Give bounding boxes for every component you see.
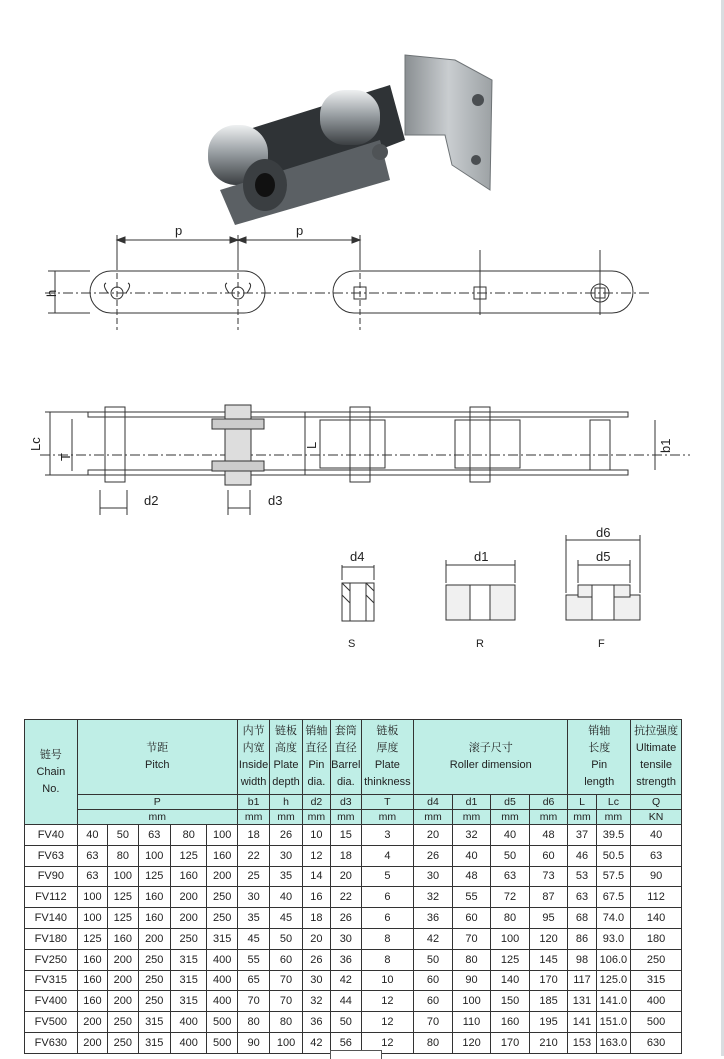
top-view bbox=[40, 405, 690, 515]
table-cell: 42 bbox=[331, 970, 361, 991]
table-cell: 63 bbox=[77, 845, 107, 866]
table-cell: 86 bbox=[568, 928, 596, 949]
label-d3: d3 bbox=[268, 493, 283, 508]
table-cell: 160 bbox=[491, 1012, 530, 1033]
table-cell: 30 bbox=[331, 928, 361, 949]
table-cell: 90 bbox=[452, 970, 491, 991]
table-cell: 106.0 bbox=[596, 949, 630, 970]
table-cell: 400 bbox=[170, 1012, 206, 1033]
symbol-cell: L bbox=[568, 795, 596, 810]
table-cell: 315 bbox=[138, 1012, 170, 1033]
table-cell: 70 bbox=[237, 991, 269, 1012]
table-cell: 160 bbox=[138, 887, 170, 908]
table-cell: 60 bbox=[452, 908, 491, 929]
table-cell: 141 bbox=[568, 1012, 596, 1033]
table-cell: 250 bbox=[207, 908, 237, 929]
unit-cell: mm bbox=[270, 810, 302, 825]
table-cell: 80 bbox=[170, 825, 206, 846]
label-d2: d2 bbox=[144, 493, 159, 508]
table-cell: 63 bbox=[491, 866, 530, 887]
table-row bbox=[25, 991, 682, 1012]
table-cell: 93.0 bbox=[596, 928, 630, 949]
header-pin-dia: 销轴 直径 Pin dia. bbox=[302, 720, 330, 795]
chain-no-cell: FV40 bbox=[25, 825, 78, 846]
label-h: h bbox=[44, 289, 59, 297]
table-cell: 55 bbox=[452, 887, 491, 908]
table-cell: 15 bbox=[331, 825, 361, 846]
unit-cell: mm bbox=[77, 810, 237, 825]
table-cell: 32 bbox=[414, 887, 453, 908]
table-cell: 6 bbox=[361, 887, 414, 908]
label-l: L bbox=[304, 441, 319, 449]
symbol-cell: d4 bbox=[414, 795, 453, 810]
table-cell: 53 bbox=[568, 866, 596, 887]
table-body bbox=[25, 825, 682, 1054]
table-cell: 67.5 bbox=[596, 887, 630, 908]
side-view bbox=[45, 235, 650, 330]
table-cell: 45 bbox=[270, 908, 302, 929]
roller-sections bbox=[342, 535, 640, 621]
symbol-row bbox=[25, 795, 682, 810]
table-cell: 315 bbox=[138, 1032, 170, 1053]
unit-cell: mm bbox=[361, 810, 414, 825]
table-cell: 110 bbox=[452, 1012, 491, 1033]
table-cell: 120 bbox=[529, 928, 568, 949]
table-cell: 400 bbox=[207, 991, 237, 1012]
table-cell: 160 bbox=[108, 928, 138, 949]
table-cell: 70 bbox=[452, 928, 491, 949]
table-cell: 200 bbox=[207, 866, 237, 887]
label-lc: Lc bbox=[28, 437, 43, 451]
table-cell: 63 bbox=[568, 887, 596, 908]
table-cell: 40 bbox=[491, 825, 530, 846]
table-cell: 36 bbox=[414, 908, 453, 929]
header-pin-length: 销轴 长度 Pin length bbox=[568, 720, 631, 795]
table-cell: 22 bbox=[237, 845, 269, 866]
table-cell: 315 bbox=[631, 970, 682, 991]
table-cell: 500 bbox=[207, 1012, 237, 1033]
table-cell: 73 bbox=[529, 866, 568, 887]
table-cell: 57.5 bbox=[596, 866, 630, 887]
unit-cell: mm bbox=[414, 810, 453, 825]
table-cell: 140 bbox=[631, 908, 682, 929]
header-chain-no: 链号 Chain No. bbox=[25, 720, 78, 825]
table-cell: 50 bbox=[331, 1012, 361, 1033]
table-cell: 170 bbox=[529, 970, 568, 991]
table-cell: 100 bbox=[138, 845, 170, 866]
unit-cell: mm bbox=[452, 810, 491, 825]
table-cell: 185 bbox=[529, 991, 568, 1012]
table-cell: 250 bbox=[138, 970, 170, 991]
table-cell: 200 bbox=[138, 928, 170, 949]
table-cell: 140 bbox=[491, 970, 530, 991]
table-cell: 315 bbox=[170, 970, 206, 991]
table-row bbox=[25, 866, 682, 887]
table-cell: 50 bbox=[270, 928, 302, 949]
table-cell: 400 bbox=[207, 970, 237, 991]
table-cell: 36 bbox=[302, 1012, 330, 1033]
table-cell: 200 bbox=[170, 887, 206, 908]
table-cell: 100 bbox=[207, 825, 237, 846]
table-cell: 16 bbox=[302, 887, 330, 908]
table-row bbox=[25, 887, 682, 908]
symbol-cell: d2 bbox=[302, 795, 330, 810]
table-cell: 100 bbox=[452, 991, 491, 1012]
table-cell: 160 bbox=[77, 991, 107, 1012]
table-cell: 4 bbox=[361, 845, 414, 866]
table-cell: 20 bbox=[331, 866, 361, 887]
table-cell: 125 bbox=[170, 845, 206, 866]
table-cell: 48 bbox=[452, 866, 491, 887]
label-r: R bbox=[476, 638, 484, 650]
table-cell: 18 bbox=[237, 825, 269, 846]
table-cell: 90 bbox=[237, 1032, 269, 1053]
chain-no-cell: FV63 bbox=[25, 845, 78, 866]
table-cell: 74.0 bbox=[596, 908, 630, 929]
table-cell: 200 bbox=[77, 1032, 107, 1053]
table-cell: 200 bbox=[108, 991, 138, 1012]
unit-cell: mm bbox=[331, 810, 361, 825]
table-cell: 63 bbox=[631, 845, 682, 866]
table-cell: 250 bbox=[170, 928, 206, 949]
label-d5: d5 bbox=[596, 549, 611, 564]
table-cell: 400 bbox=[631, 991, 682, 1012]
symbol-cell: b1 bbox=[237, 795, 269, 810]
table-cell: 65 bbox=[237, 970, 269, 991]
table-cell: 98 bbox=[568, 949, 596, 970]
header-inside-width: 内节 内宽 Inside width bbox=[237, 720, 269, 795]
unit-cell: mm bbox=[237, 810, 269, 825]
unit-cell: mm bbox=[491, 810, 530, 825]
table-cell: 90 bbox=[631, 866, 682, 887]
table-cell: 80 bbox=[237, 1012, 269, 1033]
table-cell: 80 bbox=[452, 949, 491, 970]
table-cell: 400 bbox=[207, 949, 237, 970]
unit-cell: mm bbox=[529, 810, 568, 825]
label-pitch-1: p bbox=[175, 223, 183, 238]
unit-row bbox=[25, 810, 682, 825]
chain-no-cell: FV90 bbox=[25, 866, 78, 887]
table-cell: 70 bbox=[270, 991, 302, 1012]
header-roller-dimension: 滚子尺寸 Roller dimension bbox=[414, 720, 568, 795]
chain-no-cell: FV140 bbox=[25, 908, 78, 929]
table-cell: 50 bbox=[491, 845, 530, 866]
table-cell: 131 bbox=[568, 991, 596, 1012]
table-cell: 46 bbox=[568, 845, 596, 866]
table-cell: 250 bbox=[207, 887, 237, 908]
table-cell: 3 bbox=[361, 825, 414, 846]
table-cell: 35 bbox=[270, 866, 302, 887]
table-cell: 63 bbox=[138, 825, 170, 846]
table-row bbox=[25, 825, 682, 846]
table-cell: 125 bbox=[108, 887, 138, 908]
table-cell: 50 bbox=[414, 949, 453, 970]
table-cell: 180 bbox=[631, 928, 682, 949]
symbol-cell: d5 bbox=[491, 795, 530, 810]
table-cell: 30 bbox=[237, 887, 269, 908]
table-row bbox=[25, 949, 682, 970]
label-d6: d6 bbox=[596, 525, 611, 540]
header-barrel-dia: 套筒 直径 Barrel dia. bbox=[331, 720, 361, 795]
symbol-cell: h bbox=[270, 795, 302, 810]
table-cell: 315 bbox=[207, 928, 237, 949]
table-cell: 5 bbox=[361, 866, 414, 887]
symbol-cell: P bbox=[77, 795, 237, 810]
table-cell: 26 bbox=[414, 845, 453, 866]
symbol-cell: Lc bbox=[596, 795, 630, 810]
table-cell: 40 bbox=[77, 825, 107, 846]
table-cell: 150 bbox=[491, 991, 530, 1012]
table-cell: 50 bbox=[108, 825, 138, 846]
table-cell: 200 bbox=[108, 970, 138, 991]
table-cell: 26 bbox=[270, 825, 302, 846]
symbol-cell: T bbox=[361, 795, 414, 810]
table-cell: 20 bbox=[414, 825, 453, 846]
table-cell: 10 bbox=[302, 825, 330, 846]
table-cell: 12 bbox=[361, 991, 414, 1012]
table-row bbox=[25, 845, 682, 866]
symbol-cell: d1 bbox=[452, 795, 491, 810]
table-cell: 125 bbox=[108, 908, 138, 929]
table-cell: 50.5 bbox=[596, 845, 630, 866]
chain-no-cell: FV500 bbox=[25, 1012, 78, 1033]
label-t: T bbox=[58, 453, 73, 461]
table-cell: 112 bbox=[631, 887, 682, 908]
table-cell: 68 bbox=[568, 908, 596, 929]
chain-no-cell: FV250 bbox=[25, 949, 78, 970]
unit-cell: mm bbox=[568, 810, 596, 825]
table-cell: 12 bbox=[361, 1032, 414, 1053]
table-cell: 36 bbox=[331, 949, 361, 970]
unit-cell: KN bbox=[631, 810, 682, 825]
table-cell: 210 bbox=[529, 1032, 568, 1053]
table-cell: 250 bbox=[108, 1032, 138, 1053]
table-cell: 32 bbox=[452, 825, 491, 846]
table-cell: 120 bbox=[452, 1032, 491, 1053]
table-cell: 500 bbox=[207, 1032, 237, 1053]
table-cell: 42 bbox=[302, 1032, 330, 1053]
table-cell: 80 bbox=[108, 845, 138, 866]
table-cell: 18 bbox=[302, 908, 330, 929]
table-cell: 163.0 bbox=[596, 1032, 630, 1053]
table-cell: 40 bbox=[631, 825, 682, 846]
chain-no-cell: FV112 bbox=[25, 887, 78, 908]
table-cell: 35 bbox=[237, 908, 269, 929]
table-cell: 45 bbox=[237, 928, 269, 949]
table-cell: 30 bbox=[270, 845, 302, 866]
table-cell: 200 bbox=[170, 908, 206, 929]
table-cell: 153 bbox=[568, 1032, 596, 1053]
chain-technical-drawing bbox=[0, 215, 724, 655]
table-cell: 87 bbox=[529, 887, 568, 908]
table-cell: 60 bbox=[270, 949, 302, 970]
label-s: S bbox=[348, 638, 356, 650]
table-cell: 30 bbox=[414, 866, 453, 887]
table-cell: 12 bbox=[302, 845, 330, 866]
table-cell: 22 bbox=[331, 887, 361, 908]
table-cell: 8 bbox=[361, 949, 414, 970]
table-cell: 95 bbox=[529, 908, 568, 929]
table-cell: 315 bbox=[170, 991, 206, 1012]
table-cell: 250 bbox=[108, 1012, 138, 1033]
chain-spec-table bbox=[24, 719, 682, 1054]
table-cell: 100 bbox=[77, 887, 107, 908]
table-cell: 145 bbox=[529, 949, 568, 970]
table-cell: 125.0 bbox=[596, 970, 630, 991]
chain-photo bbox=[190, 40, 520, 230]
table-cell: 100 bbox=[77, 908, 107, 929]
label-d4: d4 bbox=[350, 549, 365, 564]
table-row bbox=[25, 928, 682, 949]
table-cell: 72 bbox=[491, 887, 530, 908]
table-cell: 80 bbox=[414, 1032, 453, 1053]
table-cell: 40 bbox=[452, 845, 491, 866]
table-cell: 48 bbox=[529, 825, 568, 846]
table-cell: 26 bbox=[302, 949, 330, 970]
table-cell: 8 bbox=[361, 928, 414, 949]
table-cell: 315 bbox=[170, 949, 206, 970]
table-cell: 400 bbox=[170, 1032, 206, 1053]
label-pitch-2: p bbox=[296, 223, 304, 238]
chain-no-cell: FV630 bbox=[25, 1032, 78, 1053]
header-plate-thickness: 链板 厚度 Plate thinkness bbox=[361, 720, 414, 795]
page-tab bbox=[330, 1050, 382, 1059]
table-cell: 42 bbox=[414, 928, 453, 949]
table-cell: 60 bbox=[529, 845, 568, 866]
table-cell: 55 bbox=[237, 949, 269, 970]
table-cell: 125 bbox=[77, 928, 107, 949]
symbol-cell: Q bbox=[631, 795, 682, 810]
table-cell: 18 bbox=[331, 845, 361, 866]
table-cell: 12 bbox=[361, 1012, 414, 1033]
table-cell: 44 bbox=[331, 991, 361, 1012]
table-cell: 117 bbox=[568, 970, 596, 991]
table-cell: 100 bbox=[270, 1032, 302, 1053]
table-cell: 80 bbox=[491, 908, 530, 929]
table-row bbox=[25, 970, 682, 991]
table-cell: 30 bbox=[302, 970, 330, 991]
header-pitch: 节距 Pitch bbox=[77, 720, 237, 795]
unit-cell: mm bbox=[596, 810, 630, 825]
table-cell: 20 bbox=[302, 928, 330, 949]
table-cell: 630 bbox=[631, 1032, 682, 1053]
table-cell: 151.0 bbox=[596, 1012, 630, 1033]
table-cell: 160 bbox=[170, 866, 206, 887]
table-cell: 70 bbox=[270, 970, 302, 991]
table-cell: 63 bbox=[77, 866, 107, 887]
symbol-cell: d6 bbox=[529, 795, 568, 810]
table-cell: 160 bbox=[77, 949, 107, 970]
table-cell: 60 bbox=[414, 991, 453, 1012]
table-row bbox=[25, 1012, 682, 1033]
chain-no-cell: FV400 bbox=[25, 991, 78, 1012]
table-cell: 100 bbox=[491, 928, 530, 949]
table-cell: 100 bbox=[108, 866, 138, 887]
table-cell: 250 bbox=[138, 949, 170, 970]
table-cell: 195 bbox=[529, 1012, 568, 1033]
table-cell: 32 bbox=[302, 991, 330, 1012]
header-plate-depth: 链板 高度 Plate depth bbox=[270, 720, 302, 795]
table-cell: 6 bbox=[361, 908, 414, 929]
table-cell: 39.5 bbox=[596, 825, 630, 846]
label-d1: d1 bbox=[474, 549, 489, 564]
table-cell: 80 bbox=[270, 1012, 302, 1033]
table-cell: 250 bbox=[138, 991, 170, 1012]
table-cell: 125 bbox=[491, 949, 530, 970]
table-cell: 200 bbox=[108, 949, 138, 970]
table-cell: 56 bbox=[331, 1032, 361, 1053]
table-cell: 14 bbox=[302, 866, 330, 887]
table-cell: 40 bbox=[270, 887, 302, 908]
table-cell: 200 bbox=[77, 1012, 107, 1033]
table-cell: 125 bbox=[138, 866, 170, 887]
table-cell: 160 bbox=[77, 970, 107, 991]
unit-cell: mm bbox=[302, 810, 330, 825]
symbol-cell: d3 bbox=[331, 795, 361, 810]
table-cell: 250 bbox=[631, 949, 682, 970]
chain-no-cell: FV315 bbox=[25, 970, 78, 991]
table-cell: 37 bbox=[568, 825, 596, 846]
table-cell: 500 bbox=[631, 1012, 682, 1033]
table-cell: 25 bbox=[237, 866, 269, 887]
table-cell: 70 bbox=[414, 1012, 453, 1033]
table-cell: 141.0 bbox=[596, 991, 630, 1012]
table-cell: 26 bbox=[331, 908, 361, 929]
table-cell: 160 bbox=[138, 908, 170, 929]
header-tensile-strength: 抗拉强度 Ultimate tensile strength bbox=[631, 720, 682, 795]
table-cell: 10 bbox=[361, 970, 414, 991]
table-row bbox=[25, 908, 682, 929]
label-b1: b1 bbox=[658, 438, 673, 453]
table-cell: 60 bbox=[414, 970, 453, 991]
label-f: F bbox=[598, 638, 605, 650]
chain-no-cell: FV180 bbox=[25, 928, 78, 949]
table-cell: 170 bbox=[491, 1032, 530, 1053]
table-cell: 160 bbox=[207, 845, 237, 866]
